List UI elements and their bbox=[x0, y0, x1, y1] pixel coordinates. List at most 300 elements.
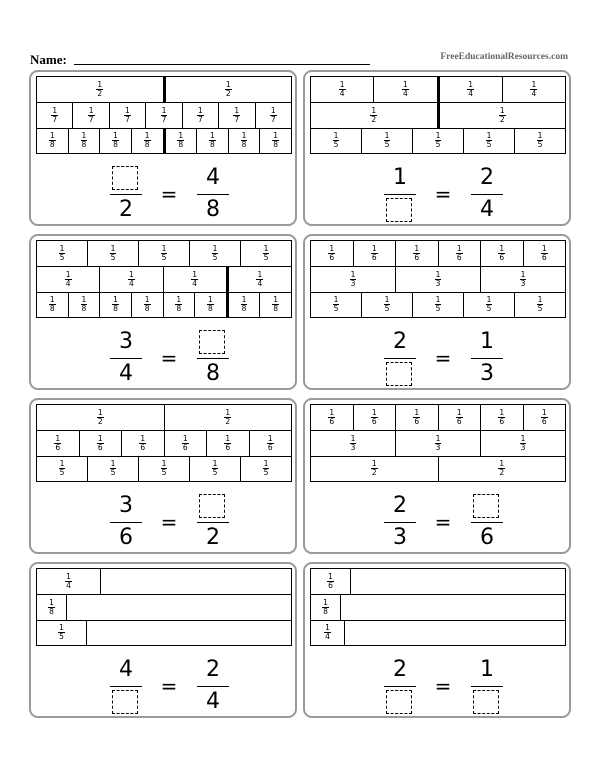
fraction-numerator: 1 bbox=[161, 459, 167, 468]
fraction-cell bbox=[72, 102, 108, 128]
fraction-cell bbox=[395, 266, 480, 292]
equals-sign: = bbox=[434, 182, 452, 206]
fraction-denominator: 8 bbox=[178, 140, 184, 149]
equivalence-equation bbox=[305, 656, 569, 716]
fraction-bar-row bbox=[36, 456, 292, 482]
fraction-denominator: 3 bbox=[350, 442, 356, 452]
fraction-denominator: 8 bbox=[323, 606, 328, 616]
fraction-denominator: 5 bbox=[59, 253, 65, 262]
unit-fraction bbox=[456, 245, 463, 262]
unit-fraction bbox=[324, 624, 331, 641]
unit-fraction bbox=[97, 409, 104, 426]
fraction-cell bbox=[311, 241, 353, 266]
equals-sign: = bbox=[160, 346, 178, 370]
left-denominator[interactable] bbox=[106, 688, 146, 716]
answer-box[interactable] bbox=[473, 690, 499, 714]
fraction-cell bbox=[311, 456, 438, 481]
fraction-numerator: 1 bbox=[241, 131, 247, 140]
fraction-denominator: 7 bbox=[88, 114, 94, 124]
fraction-denominator: 5 bbox=[333, 304, 339, 313]
fraction-card bbox=[29, 234, 297, 390]
unit-fraction bbox=[209, 132, 216, 149]
unit-fraction bbox=[413, 409, 420, 426]
unit-fraction bbox=[537, 132, 544, 149]
equivalence-equation bbox=[31, 492, 295, 552]
unit-fraction bbox=[51, 107, 58, 124]
fraction-cell bbox=[79, 430, 122, 456]
fraction-denominator: 7 bbox=[234, 114, 240, 124]
unit-fraction bbox=[161, 460, 168, 477]
fraction-numerator: 1 bbox=[59, 459, 65, 468]
fraction-numerator: 1 bbox=[414, 244, 420, 253]
fraction-denominator: 5 bbox=[212, 253, 218, 262]
fraction-numerator: 1 bbox=[144, 131, 150, 140]
fraction-numerator: 1 bbox=[59, 244, 65, 253]
fraction-denominator: 2 bbox=[499, 114, 505, 124]
fraction-cell bbox=[37, 620, 87, 645]
fraction-bar-line bbox=[110, 194, 142, 195]
fraction-bar-line bbox=[197, 358, 229, 359]
left-denominator[interactable] bbox=[380, 688, 420, 716]
fraction-numerator: 1 bbox=[541, 244, 547, 253]
answer-box[interactable] bbox=[386, 362, 412, 386]
right-denominator: 8 bbox=[206, 361, 220, 386]
unit-fraction bbox=[182, 435, 189, 452]
fraction-bar-row bbox=[36, 240, 292, 267]
fraction-bar-line bbox=[384, 358, 416, 359]
fraction-cell bbox=[311, 430, 395, 456]
fraction-cell bbox=[311, 77, 373, 102]
left-numerator: 2 bbox=[393, 493, 407, 518]
fraction-denominator: 3 bbox=[435, 442, 441, 452]
fraction-cell bbox=[240, 241, 291, 266]
fraction-bar-row bbox=[310, 292, 566, 318]
fraction-numerator: 1 bbox=[208, 295, 213, 304]
right-numerator: 4 bbox=[206, 165, 220, 190]
unit-fraction bbox=[499, 107, 506, 124]
fraction-numerator: 1 bbox=[241, 295, 247, 304]
fraction-denominator: 7 bbox=[52, 114, 58, 124]
fraction-numerator: 1 bbox=[541, 408, 547, 417]
fraction-numerator: 1 bbox=[65, 269, 71, 279]
fraction-cell bbox=[37, 405, 164, 430]
fraction-denominator: 5 bbox=[486, 304, 492, 313]
fraction-cell bbox=[438, 456, 566, 481]
left-denominator: 3 bbox=[393, 525, 407, 550]
fraction-denominator: 6 bbox=[499, 253, 505, 262]
fraction-bar-line bbox=[471, 358, 503, 359]
fraction-cell bbox=[218, 102, 254, 128]
fraction-cell bbox=[37, 77, 163, 102]
right-denominator: 6 bbox=[480, 525, 494, 550]
fraction-cell bbox=[87, 241, 138, 266]
fraction-numerator: 1 bbox=[212, 244, 218, 253]
fraction-numerator: 1 bbox=[59, 623, 64, 632]
fraction-numerator: 1 bbox=[371, 244, 377, 253]
fraction-numerator: 1 bbox=[323, 597, 328, 607]
unit-fraction bbox=[48, 599, 55, 616]
fraction-numerator: 1 bbox=[371, 105, 377, 115]
fraction-bar-row bbox=[36, 76, 292, 103]
fraction-cell bbox=[463, 292, 514, 317]
fraction-cell bbox=[164, 405, 292, 430]
left-fraction bbox=[106, 492, 146, 552]
fraction-card bbox=[29, 70, 297, 226]
unit-fraction bbox=[456, 409, 463, 426]
name-label: Name: bbox=[30, 52, 67, 67]
unit-fraction bbox=[350, 271, 357, 288]
fraction-denominator: 4 bbox=[339, 89, 345, 98]
fraction-denominator: 8 bbox=[144, 304, 150, 313]
fraction-cell bbox=[37, 241, 87, 266]
fraction-cell bbox=[196, 128, 228, 153]
fraction-denominator: 5 bbox=[161, 253, 167, 262]
fraction-cell bbox=[480, 266, 565, 292]
fraction-cell bbox=[109, 102, 145, 128]
fraction-numerator: 1 bbox=[263, 459, 269, 468]
right-fraction bbox=[467, 328, 507, 388]
unit-fraction bbox=[498, 460, 505, 477]
fraction-numerator: 1 bbox=[81, 295, 87, 304]
left-fraction bbox=[106, 656, 146, 716]
fraction-cell bbox=[259, 128, 291, 153]
unit-fraction bbox=[233, 107, 240, 124]
fraction-bar-row bbox=[310, 240, 566, 267]
fraction-numerator: 1 bbox=[531, 80, 537, 89]
fraction-numerator: 1 bbox=[97, 80, 103, 89]
fraction-denominator: 2 bbox=[97, 417, 103, 426]
unit-fraction bbox=[112, 296, 119, 313]
fraction-cell bbox=[68, 292, 100, 317]
fraction-cell bbox=[311, 102, 437, 128]
name-input-line[interactable] bbox=[74, 64, 370, 65]
unit-fraction bbox=[225, 81, 232, 98]
unit-fraction bbox=[207, 296, 214, 313]
fraction-bar-row bbox=[310, 568, 566, 595]
unit-fraction bbox=[339, 81, 346, 98]
fraction-denominator: 5 bbox=[384, 140, 390, 149]
fraction-cell bbox=[99, 128, 131, 153]
left-numerator: 1 bbox=[393, 165, 407, 190]
fraction-bar-line bbox=[110, 522, 142, 523]
fraction-cell bbox=[463, 128, 514, 153]
fraction-cell bbox=[480, 241, 523, 266]
unit-fraction bbox=[530, 81, 537, 98]
right-denominator: 3 bbox=[480, 361, 494, 386]
left-denominator: 6 bbox=[119, 525, 133, 550]
unit-fraction bbox=[350, 435, 357, 452]
fraction-cell bbox=[37, 266, 99, 292]
fraction-cell bbox=[438, 405, 481, 430]
left-numerator: 4 bbox=[119, 657, 133, 682]
fraction-numerator: 1 bbox=[499, 408, 505, 417]
unit-fraction bbox=[520, 271, 527, 288]
fraction-numerator: 1 bbox=[125, 105, 130, 115]
fraction-cell bbox=[182, 102, 218, 128]
fraction-bar-line bbox=[110, 358, 142, 359]
unit-fraction bbox=[537, 296, 544, 313]
fraction-denominator: 8 bbox=[113, 304, 118, 313]
equivalence-equation bbox=[305, 492, 569, 552]
right-numerator[interactable] bbox=[193, 492, 233, 520]
unit-fraction bbox=[328, 245, 335, 262]
right-numerator[interactable] bbox=[467, 492, 507, 520]
equivalence-equation bbox=[31, 164, 295, 224]
unit-fraction bbox=[498, 245, 505, 262]
left-numerator: 3 bbox=[119, 493, 133, 518]
fraction-cell bbox=[311, 292, 361, 317]
unit-fraction bbox=[224, 435, 231, 452]
right-fraction bbox=[193, 492, 233, 552]
fraction-bar-row bbox=[36, 620, 292, 646]
fraction-cell bbox=[226, 266, 291, 292]
left-fraction bbox=[380, 164, 420, 224]
fraction-numerator: 1 bbox=[333, 131, 339, 140]
fraction-cell bbox=[437, 77, 502, 102]
left-numerator[interactable] bbox=[106, 164, 146, 192]
fraction-numerator: 1 bbox=[128, 269, 134, 279]
fraction-denominator: 6 bbox=[456, 417, 462, 426]
left-fraction bbox=[380, 328, 420, 388]
fraction-card bbox=[29, 562, 297, 718]
fraction-numerator: 1 bbox=[225, 80, 231, 89]
fraction-bar-row bbox=[36, 594, 292, 621]
unit-fraction bbox=[270, 107, 277, 124]
fraction-numerator: 1 bbox=[81, 131, 87, 140]
fraction-cell bbox=[412, 128, 463, 153]
unit-fraction bbox=[486, 296, 493, 313]
unit-fraction bbox=[541, 245, 548, 262]
fraction-numerator: 1 bbox=[537, 131, 543, 140]
fraction-cell bbox=[37, 292, 68, 317]
fraction-bar-row bbox=[36, 568, 292, 595]
left-denominator: 2 bbox=[119, 197, 133, 222]
equals-sign: = bbox=[434, 346, 452, 370]
fraction-cell bbox=[37, 102, 72, 128]
fraction-denominator: 7 bbox=[161, 114, 167, 124]
fraction-numerator: 1 bbox=[273, 295, 279, 304]
fraction-cell bbox=[502, 77, 565, 102]
unit-fraction bbox=[58, 624, 65, 641]
equals-sign: = bbox=[434, 674, 452, 698]
left-denominator[interactable] bbox=[380, 196, 420, 224]
unit-fraction bbox=[328, 409, 335, 426]
fraction-bar-line bbox=[197, 686, 229, 687]
unit-fraction bbox=[191, 271, 198, 288]
answer-box[interactable] bbox=[112, 166, 138, 190]
fraction-cell bbox=[480, 430, 565, 456]
left-denominator[interactable] bbox=[380, 360, 420, 388]
fraction-cell bbox=[514, 128, 565, 153]
answer-box[interactable] bbox=[473, 494, 499, 518]
fraction-cell bbox=[353, 241, 396, 266]
fraction-numerator: 1 bbox=[176, 295, 182, 304]
fraction-denominator: 8 bbox=[241, 140, 247, 149]
fraction-bar-row bbox=[310, 266, 566, 293]
fraction-numerator: 1 bbox=[468, 80, 474, 89]
unit-fraction bbox=[435, 435, 442, 452]
fraction-cell bbox=[164, 430, 207, 456]
left-numerator: 2 bbox=[393, 329, 407, 354]
unit-fraction bbox=[402, 81, 409, 98]
fraction-numerator: 1 bbox=[486, 131, 492, 140]
fraction-denominator: 5 bbox=[212, 468, 218, 477]
unit-fraction bbox=[263, 245, 270, 262]
fraction-denominator: 6 bbox=[182, 442, 188, 452]
fraction-cell bbox=[138, 456, 189, 481]
fraction-denominator: 8 bbox=[49, 304, 55, 313]
fraction-cell bbox=[37, 128, 68, 153]
fraction-denominator: 6 bbox=[414, 417, 420, 426]
fraction-numerator: 1 bbox=[212, 459, 218, 468]
fraction-numerator: 1 bbox=[456, 244, 462, 253]
fraction-cell bbox=[311, 266, 395, 292]
answer-box[interactable] bbox=[112, 690, 138, 714]
fraction-denominator: 8 bbox=[113, 140, 118, 149]
fraction-numerator: 1 bbox=[435, 433, 441, 443]
fraction-denominator: 2 bbox=[499, 468, 505, 477]
fraction-denominator: 5 bbox=[537, 304, 543, 313]
unit-fraction bbox=[435, 296, 442, 313]
fraction-denominator: 6 bbox=[414, 253, 420, 262]
fraction-denominator: 6 bbox=[371, 417, 377, 426]
unit-fraction bbox=[59, 245, 66, 262]
left-fraction bbox=[380, 656, 420, 716]
fraction-numerator: 1 bbox=[225, 408, 231, 417]
fraction-denominator: 6 bbox=[541, 417, 547, 426]
fraction-cell bbox=[412, 292, 463, 317]
fraction-bar-row bbox=[310, 430, 566, 457]
fraction-denominator: 2 bbox=[225, 89, 231, 98]
fraction-denominator: 4 bbox=[402, 89, 408, 98]
fraction-numerator: 1 bbox=[113, 131, 118, 140]
unit-fraction bbox=[110, 245, 117, 262]
fraction-bar-row bbox=[36, 128, 292, 154]
left-fraction bbox=[106, 328, 146, 388]
fraction-numerator: 1 bbox=[97, 408, 103, 417]
fraction-numerator: 1 bbox=[333, 295, 339, 304]
fraction-numerator: 1 bbox=[435, 131, 441, 140]
unit-fraction bbox=[88, 107, 95, 124]
fraction-bar-row bbox=[36, 292, 292, 318]
unit-fraction bbox=[96, 81, 103, 98]
unit-fraction bbox=[371, 460, 378, 477]
unit-fraction bbox=[384, 296, 391, 313]
unit-fraction bbox=[263, 460, 270, 477]
fraction-numerator: 1 bbox=[55, 433, 61, 443]
fraction-numerator: 1 bbox=[384, 295, 390, 304]
fraction-cell bbox=[189, 241, 240, 266]
fraction-denominator: 3 bbox=[520, 442, 526, 452]
unit-fraction bbox=[177, 132, 184, 149]
fraction-cell bbox=[311, 128, 361, 153]
fraction-numerator: 1 bbox=[499, 244, 505, 253]
fraction-cell bbox=[353, 405, 396, 430]
fraction-cell bbox=[240, 456, 291, 481]
unit-fraction bbox=[49, 132, 56, 149]
right-denominator: 4 bbox=[206, 689, 220, 714]
right-numerator: 1 bbox=[480, 329, 494, 354]
fraction-cell bbox=[361, 128, 412, 153]
unit-fraction bbox=[54, 435, 61, 452]
unit-fraction bbox=[139, 435, 146, 452]
fraction-numerator: 1 bbox=[178, 131, 184, 140]
answer-box[interactable] bbox=[199, 330, 225, 354]
right-denominator[interactable] bbox=[467, 688, 507, 716]
fraction-denominator: 4 bbox=[128, 278, 134, 288]
unit-fraction bbox=[333, 296, 340, 313]
fraction-denominator: 5 bbox=[59, 468, 65, 477]
fraction-numerator: 1 bbox=[52, 105, 58, 115]
fraction-bar-row bbox=[310, 620, 566, 646]
unit-fraction bbox=[541, 409, 548, 426]
fraction-numerator: 1 bbox=[161, 105, 167, 115]
fraction-cell bbox=[395, 430, 480, 456]
fraction-numerator: 1 bbox=[49, 131, 55, 140]
right-fraction bbox=[467, 656, 507, 716]
fraction-numerator: 1 bbox=[486, 295, 492, 304]
unit-fraction bbox=[498, 409, 505, 426]
equivalence-equation bbox=[31, 656, 295, 716]
fraction-cell bbox=[311, 405, 353, 430]
equals-sign: = bbox=[160, 510, 178, 534]
fraction-denominator: 4 bbox=[468, 89, 474, 98]
fraction-cell bbox=[145, 102, 181, 128]
fraction-numerator: 1 bbox=[267, 433, 273, 443]
right-fraction bbox=[193, 656, 233, 716]
fraction-numerator: 1 bbox=[263, 244, 269, 253]
fraction-numerator: 1 bbox=[97, 433, 103, 443]
answer-box[interactable] bbox=[386, 198, 412, 222]
unit-fraction bbox=[175, 296, 182, 313]
right-denominator: 8 bbox=[206, 197, 220, 222]
fraction-denominator: 8 bbox=[81, 304, 87, 313]
fraction-numerator: 1 bbox=[435, 269, 441, 279]
unit-fraction bbox=[224, 409, 231, 426]
unit-fraction bbox=[435, 132, 442, 149]
fraction-cell bbox=[163, 292, 195, 317]
fraction-denominator: 8 bbox=[210, 140, 215, 149]
fraction-bar-line bbox=[471, 522, 503, 523]
fraction-cell bbox=[37, 456, 87, 481]
fraction-denominator: 6 bbox=[328, 581, 333, 590]
fraction-numerator: 1 bbox=[110, 459, 116, 468]
answer-box[interactable] bbox=[386, 690, 412, 714]
fraction-numerator: 1 bbox=[350, 269, 356, 279]
fraction-denominator: 5 bbox=[263, 468, 269, 477]
fraction-cell bbox=[438, 241, 481, 266]
fraction-denominator: 8 bbox=[273, 304, 279, 313]
fraction-cell bbox=[373, 77, 436, 102]
fraction-numerator: 1 bbox=[371, 459, 377, 468]
fraction-cell bbox=[163, 128, 197, 153]
fraction-denominator: 4 bbox=[531, 89, 537, 98]
equivalence-equation bbox=[31, 328, 295, 388]
fraction-numerator: 1 bbox=[225, 433, 231, 443]
unit-fraction bbox=[413, 245, 420, 262]
fraction-cell bbox=[163, 77, 292, 102]
fraction-denominator: 4 bbox=[325, 632, 330, 641]
right-numerator[interactable] bbox=[193, 328, 233, 356]
fraction-numerator: 1 bbox=[270, 105, 276, 115]
fraction-denominator: 8 bbox=[273, 140, 279, 149]
answer-box[interactable] bbox=[199, 494, 225, 518]
unit-fraction bbox=[520, 435, 527, 452]
equals-sign: = bbox=[434, 510, 452, 534]
fraction-card bbox=[303, 234, 571, 390]
equivalence-equation bbox=[305, 328, 569, 388]
fraction-cell bbox=[523, 405, 566, 430]
